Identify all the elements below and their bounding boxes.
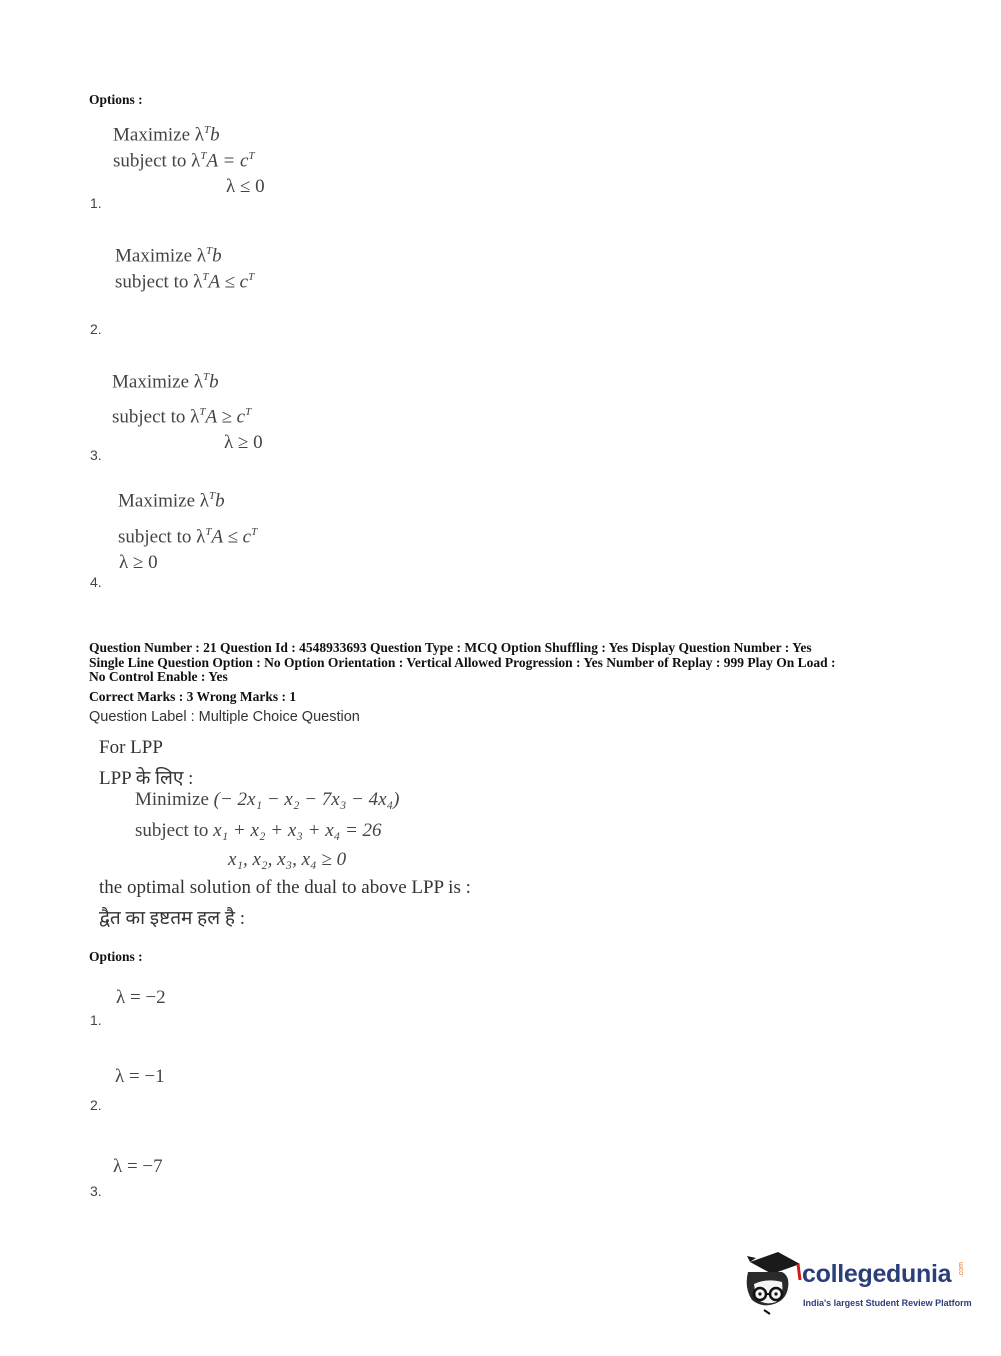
option-3-sign: λ ≥ 0	[224, 432, 263, 453]
question-ask-hi: द्वैत का इष्टतम हल है :	[99, 908, 245, 929]
answer-option-1-value: λ = −2	[116, 987, 166, 1008]
question-marks: Correct Marks : 3 Wrong Marks : 1	[89, 689, 297, 704]
logo-domain-suffix: .com	[958, 1262, 965, 1278]
question-title-en: For LPP	[99, 737, 163, 758]
logo-wordmark: collegedunia	[802, 1260, 952, 1288]
question-label: Question Label : Multiple Choice Question	[89, 709, 360, 725]
question-title-hi: LPP के लिए :	[99, 768, 194, 789]
option-1-constraint: subject to $\lambda^TA = c^T$	[113, 150, 255, 172]
student-mascot-icon	[742, 1248, 802, 1318]
collegedunia-logo	[742, 1248, 972, 1318]
question-meta-line-1: Question Number : 21 Question Id : 4548933693 Question Type : MCQ Option Shuffling : Yes Display Question Number : Yes	[89, 640, 812, 655]
option-3-number: 3.	[90, 447, 102, 463]
option-1-objective: Maximize $\lambda^Tb$	[113, 124, 220, 146]
question-ask-en: the optimal solution of the dual to above LPP is :	[99, 877, 471, 898]
option-4-objective: Maximize $\lambda^Tb$	[118, 490, 225, 512]
question-objective: Minimize (− 2x₁ − x₂ − 7x₃ − 4x₄)	[135, 789, 400, 810]
option-2-objective: Maximize $\lambda^Tb$	[115, 245, 222, 267]
option-4-number: 4.	[90, 574, 102, 590]
question-constraint: subject to x₁ + x₂ + x₃ + x₄ = 26	[135, 820, 382, 841]
answer-option-3-number: 3.	[90, 1183, 102, 1199]
option-4-sign: λ ≥ 0	[119, 552, 158, 573]
answer-option-2-number: 2.	[90, 1097, 102, 1113]
logo-tagline: India's largest Student Review Platform	[803, 1298, 972, 1308]
option-2-number: 2.	[90, 321, 102, 337]
option-3-constraint: subject to $\lambda^TA \ge c^T$	[112, 406, 252, 428]
answer-option-1-number: 1.	[90, 1012, 102, 1028]
question-meta-line-3: No Control Enable : Yes	[89, 669, 228, 684]
question-meta-line-2: Single Line Question Option : No Option Orientation : Vertical Allowed Progression : Yes Number of Replay : 999 Play On Load :	[89, 655, 836, 670]
options-heading: Options :	[89, 92, 143, 107]
answer-option-2-value: λ = −1	[115, 1066, 165, 1087]
option-1-sign: λ ≤ 0	[226, 176, 265, 197]
option-1-number: 1.	[90, 195, 102, 211]
question-nonnegativity: x₁, x₂, x₃, x₄ ≥ 0	[228, 849, 347, 870]
option-4-constraint: subject to $\lambda^TA \le c^T$	[118, 526, 258, 548]
options-heading-2: Options :	[89, 949, 143, 964]
answer-option-3-value: λ = −7	[113, 1156, 163, 1177]
option-3-objective: Maximize $\lambda^Tb$	[112, 371, 219, 393]
option-2-constraint: subject to $\lambda^TA \le c^T$	[115, 271, 255, 293]
